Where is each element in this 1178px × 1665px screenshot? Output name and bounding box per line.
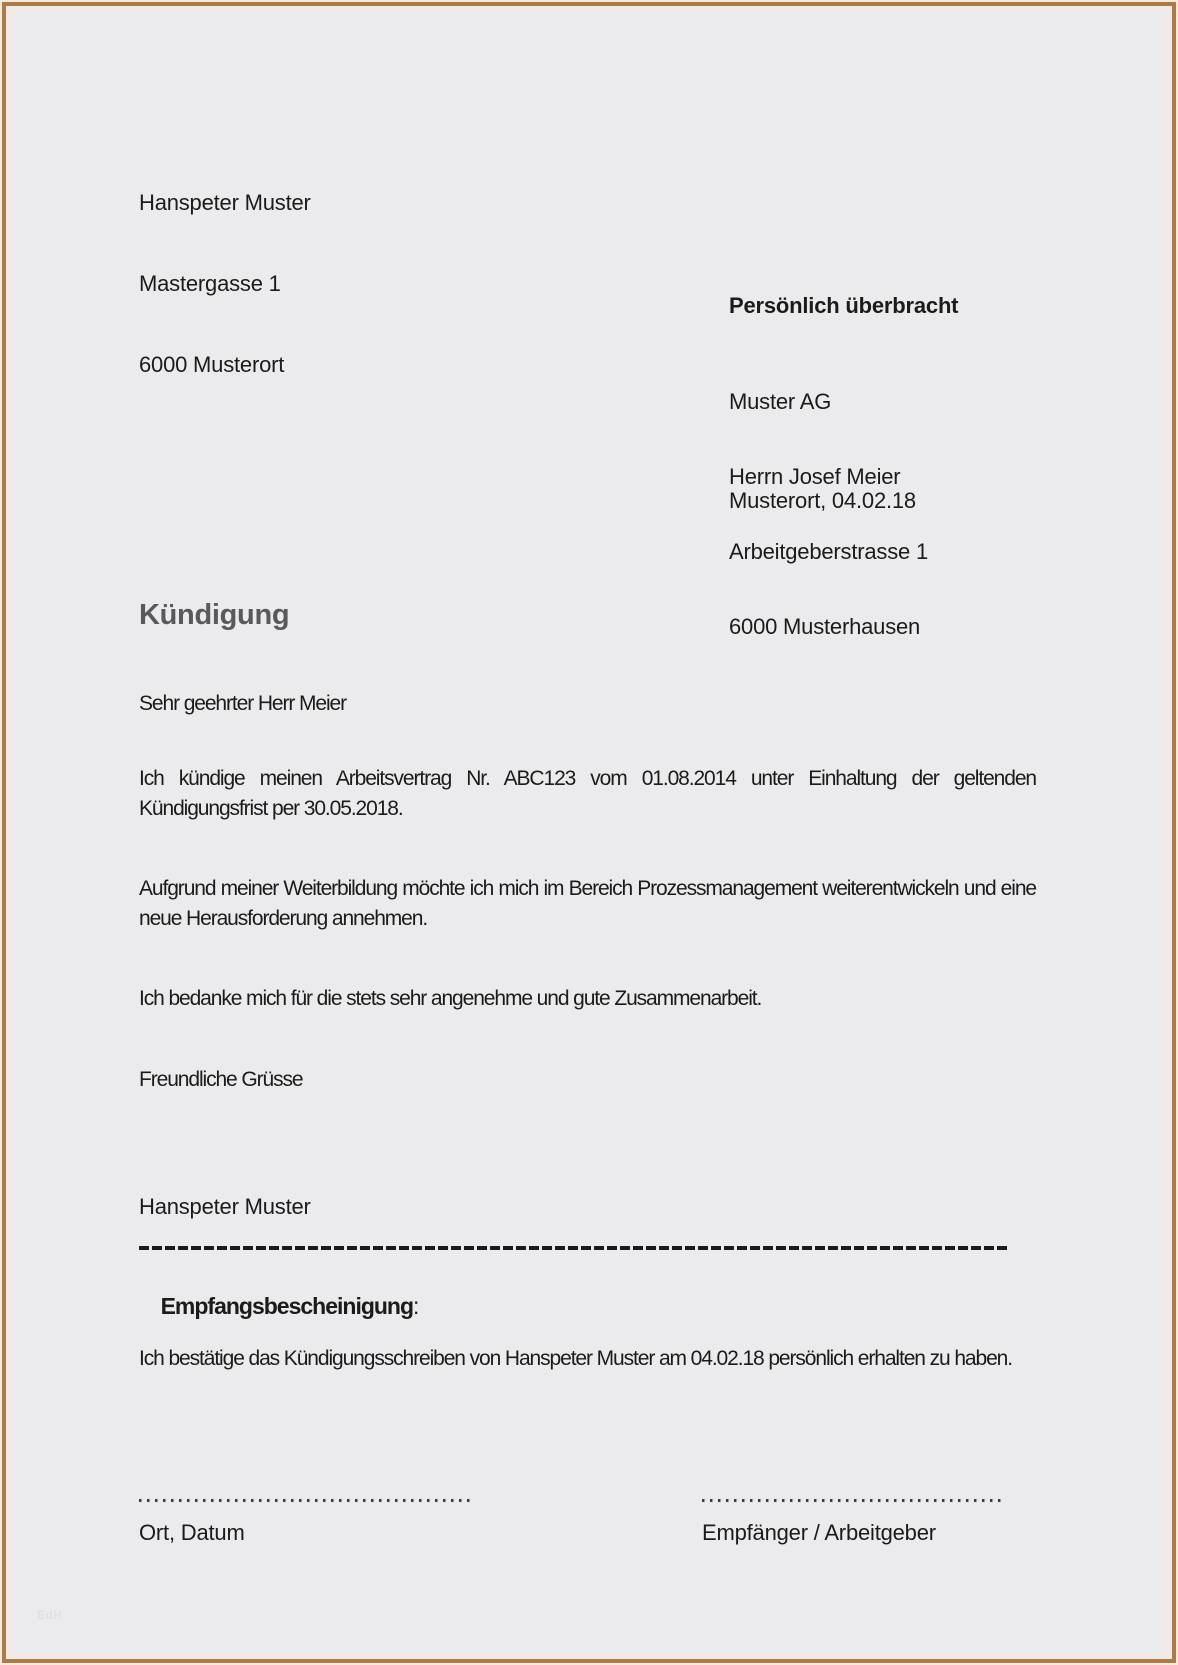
sender-address — [139, 135, 311, 432]
subject-heading: Kündigung — [139, 599, 290, 631]
signature-line-left — [139, 1499, 473, 1502]
recipient-address — [729, 339, 928, 689]
body-paragraph-1: Ich kündige meinen Arbeitsvertrag Nr. ABC123 vom 01.08.2014 unter Einhaltung der geltenden Kündigungsfrist per 30.05.2018. — [139, 767, 1036, 820]
sender-name: Hanspeter Muster — [139, 190, 311, 215]
faint-watermark: EdH — [37, 1608, 63, 1622]
closing: Freundliche Grüsse — [139, 1068, 303, 1091]
receipt-body: Ich bestätige das Kündigungsschreiben von Hanspeter Muster am 04.02.18 persönlich erhalten zu haben. — [139, 1347, 1012, 1370]
body-paragraph-2: Aufgrund meiner Weiterbildung möchte ich mich im Bereich Prozessmanagement weiterentwickeln und eine neue Herausforderung annehmen. — [139, 877, 1036, 930]
signature-name: Hanspeter Muster — [139, 1194, 311, 1219]
page-bottom-strip — [7, 1650, 1171, 1658]
signature-label-right: Empfänger / Arbeitgeber — [702, 1520, 936, 1545]
receipt-heading-text: Empfangsbescheinigung — [160, 1293, 414, 1319]
recipient-street: Arbeitgeberstrasse 1 — [729, 539, 928, 564]
receipt-heading — [139, 1266, 418, 1347]
receipt-heading-colon: : — [413, 1293, 419, 1319]
salutation: Sehr geehrter Herr Meier — [139, 692, 347, 715]
sender-city: 6000 Musterort — [139, 352, 285, 377]
sender-street: Mastergasse 1 — [139, 271, 281, 296]
date-line: Musterort, 04.02.18 — [729, 488, 916, 513]
signature-line-right — [702, 1499, 1002, 1502]
recipient-person: Herrn Josef Meier — [729, 464, 901, 489]
separator-dashed-line — [139, 1246, 1009, 1250]
recipient-company: Muster AG — [729, 389, 832, 414]
recipient-city: 6000 Musterhausen — [729, 614, 921, 639]
delivery-note: Persönlich überbracht — [729, 293, 959, 318]
signature-label-left: Ort, Datum — [139, 1520, 245, 1545]
body-paragraph-3: Ich bedanke mich für die stets sehr angenehme und gute Zusammenarbeit. — [139, 987, 762, 1010]
